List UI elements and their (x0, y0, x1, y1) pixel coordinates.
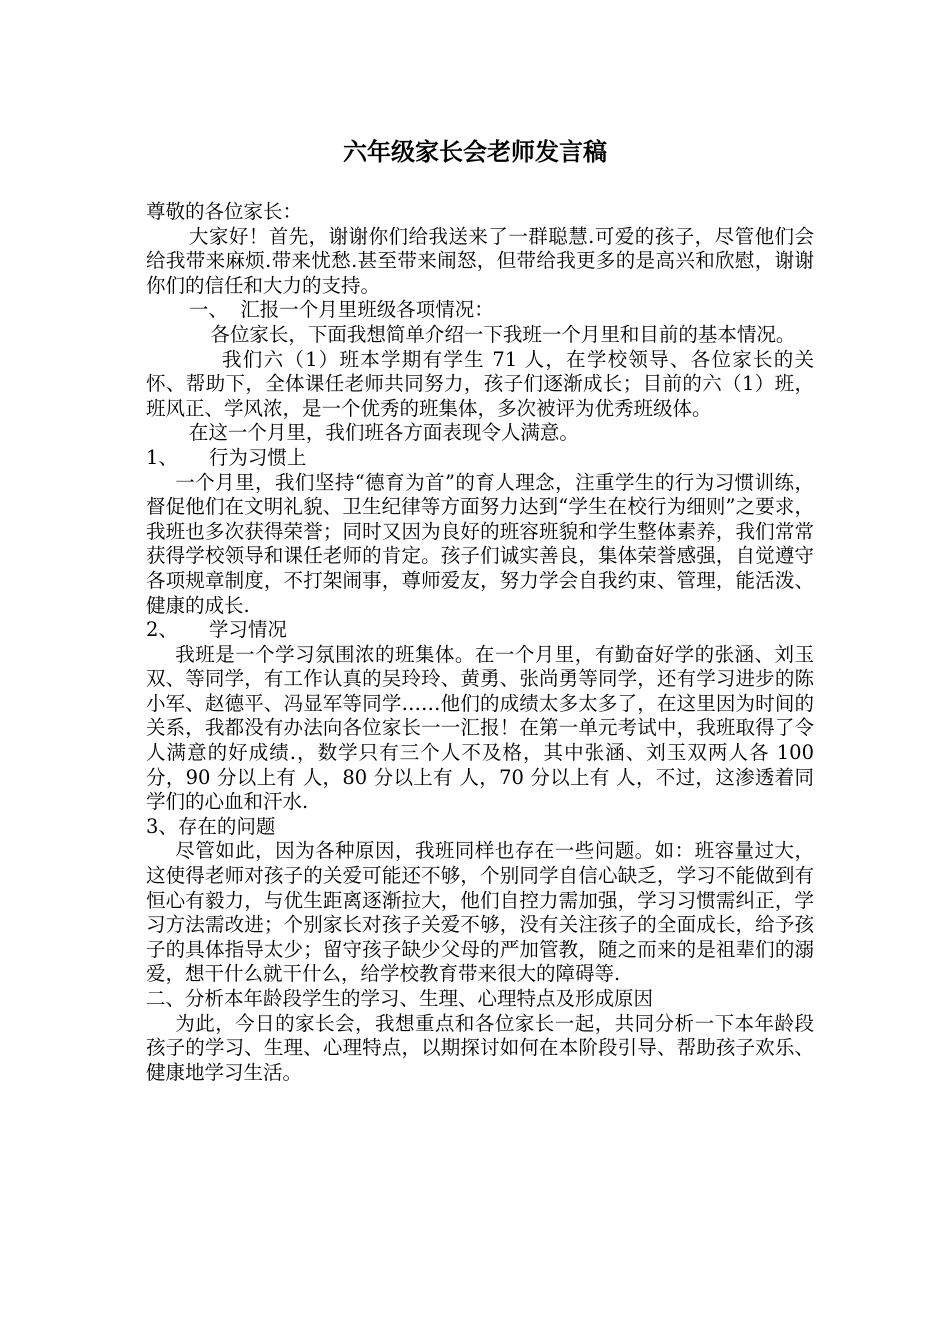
section-heading-1: 一、 汇报一个月里班级各项情况： (188, 298, 494, 322)
document-body (146, 200, 821, 1085)
paragraph-class-overview: 我们六（1）班本学期有学生 71 人，在学校领导、各位家长的关怀、帮助下，全体课任老师共同努力，孩子们逐渐成长；目前的六（1）班，班风正、学风浓，是一个优秀的班集体，多次被评为优秀班级体。 (146, 347, 814, 420)
paragraph-satisfaction: 在这一个月里，我们班各方面表现令人满意。 (188, 421, 579, 445)
paragraph-behavior: 一个月里，我们坚持“德育为首”的育人理念，注重学生的行为习惯训练，督促他们在文明礼貌、卫生纪律等方面努力达到“学生在校行为细则”之要求，我班也多次获得荣誉；同时又因为良好的班容班貌和学生整体素养，我们常常获得学校领导和课任老师的肯定。孩子们诚实善良，集体荣誉感强，自觉遵守各项规章制度，不打架闹事，尊师爱友，努力学会自我约束、管理，能活泼、健康的成长. (146, 470, 814, 617)
paragraph-study: 我班是一个学习氛围浓的班集体。在一个月里，有勤奋好学的张涵、刘玉双、等同学，有工作认真的吴玲玲、黄勇、张尚勇等同学，还有学习进步的陈小军、赵德平、冯显军等同学……他们的成绩太多太多了，在这里因为时间的关系，我都没有办法向各位家长一一汇报！在第一单元考试中，我班取得了令人满意的好成绩.，数学只有三个人不及格，其中张涵、刘玉双两人各 100 分，90 分以上有 人，80 分以上有 人，70 分以上有 人，不过，这渗透着同学们的心血和汗水. (146, 642, 821, 814)
paragraph-greeting: 大家好！首先，谢谢你们给我送来了一群聪慧.可爱的孩子，尽管他们会给我带来麻烦.带来忧愁.甚至带来闹怒，但带给我更多的是高兴和欣慰，谢谢你们的信任和大力的支持。 (146, 224, 814, 297)
paragraph-analysis: 为此，今日的家长会，我想重点和各位家长一起，共同分析一下本年龄段孩子的学习、生理、心理特点，以期探讨如何在本阶段引导、帮助孩子欢乐、健康地学习生活。 (146, 1011, 814, 1084)
subheading-problems: 3、存在的问题 (146, 814, 276, 838)
document-title: 六年级家长会老师发言稿 (343, 137, 607, 166)
subheading-behavior: 1、 行为习惯上 (146, 445, 307, 469)
paragraph-problems: 尽管如此，因为各种原因，我班同样也存在一些问题。如：班容量过大，这使得老师对孩子的关爱可能还不够，个别同学自信心缺乏，学习不能做到有恒心有毅力，与优生距离逐渐拉大，他们自控力需加强，学习习惯需纠正，学习方法需改进；个别家长对孩子关爱不够，没有关注孩子的全面成长，给予孩子的具体指导太少；留守孩子缺少父母的严加管教，随之而来的是祖辈们的溺爱，想干什么就干什么，给学校教育带来很大的障碍等. (146, 839, 814, 986)
section-heading-2: 二、分析本年龄段学生的学习、生理、心理特点及形成原因 (146, 987, 654, 1010)
subheading-study: 2、 学习情况 (146, 618, 287, 642)
salutation: 尊敬的各位家长： (146, 200, 303, 223)
paragraph-intro: 各位家长，下面我想简单介绍一下我班一个月里和目前的基本情况。 (210, 322, 796, 346)
